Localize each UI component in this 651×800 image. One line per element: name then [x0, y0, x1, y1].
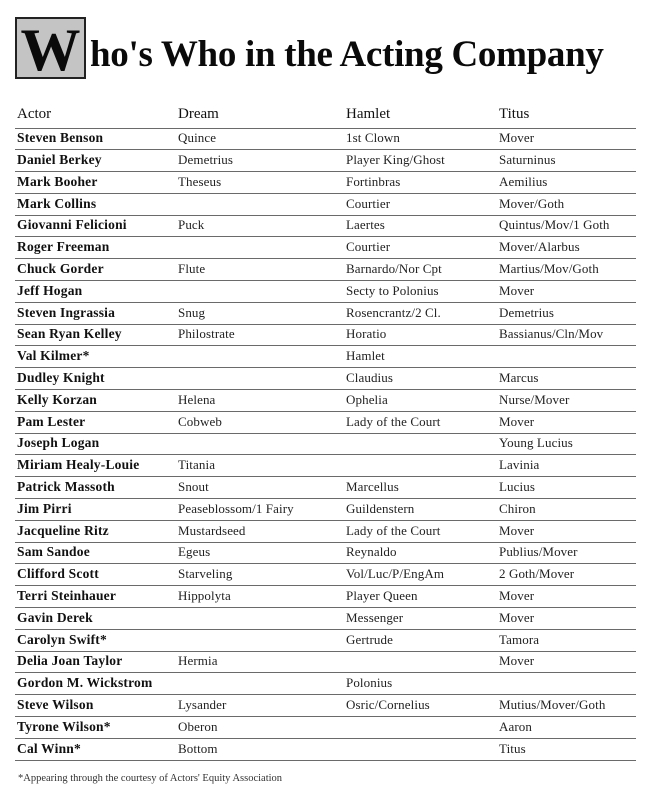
- cell-actor: Jeff Hogan: [17, 282, 83, 298]
- table-row: [15, 412, 636, 434]
- table-row: [15, 172, 636, 194]
- table-row: [15, 281, 636, 303]
- cell-actor: Giovanni Felicioni: [17, 217, 127, 233]
- cell-titus: Demetrius: [499, 304, 555, 320]
- table-header: [15, 99, 636, 129]
- cell-dream: Quince: [178, 130, 217, 146]
- cell-titus: Mover: [499, 609, 535, 625]
- cell-titus: Titus: [499, 740, 526, 756]
- cell-dream: Bottom: [178, 740, 218, 756]
- cell-actor: Clifford Scott: [17, 566, 99, 582]
- table-row: [15, 368, 636, 390]
- table-row: [15, 564, 636, 586]
- table-row: [15, 434, 636, 456]
- cell-titus: Bassianus/Cln/Mov: [499, 326, 604, 342]
- cell-titus: Chiron: [499, 500, 536, 516]
- cell-actor: Steve Wilson: [17, 697, 94, 713]
- cell-titus: Nurse/Mover: [499, 391, 570, 407]
- page-title: [15, 15, 604, 83]
- cell-actor: Roger Freeman: [17, 239, 110, 255]
- cell-actor: Joseph Logan: [17, 435, 100, 451]
- cell-actor: Dudley Knight: [17, 370, 105, 386]
- cell-actor: Patrick Massoth: [17, 479, 115, 495]
- table-row: [15, 673, 636, 695]
- cell-actor: Steven Ingrassia: [17, 304, 116, 320]
- cell-actor: Sam Sandoe: [17, 544, 90, 560]
- cell-titus: Mover: [499, 282, 535, 298]
- cell-hamlet: Gertrude: [346, 631, 393, 647]
- cell-hamlet: Player Queen: [346, 588, 418, 604]
- cell-hamlet: Marcellus: [346, 479, 399, 495]
- cell-dream: Hippolyta: [178, 588, 231, 604]
- cell-titus: Quintus/Mov/1 Goth: [499, 217, 610, 233]
- table-row: [15, 259, 636, 281]
- cell-titus: Martius/Mov/Goth: [499, 261, 599, 277]
- table-row: [15, 521, 636, 543]
- cell-actor: Miriam Healy-Louie: [17, 457, 140, 473]
- cell-actor: Pam Lester: [17, 413, 86, 429]
- cell-dream: Titania: [178, 457, 216, 473]
- cell-titus: Mover: [499, 130, 535, 146]
- cell-dream: Snout: [178, 479, 209, 495]
- cell-actor: Terri Steinhauer: [17, 588, 117, 604]
- cell-hamlet: Messenger: [346, 609, 404, 625]
- cell-titus: Aaron: [499, 718, 532, 734]
- cell-hamlet: 1st Clown: [346, 130, 400, 146]
- cell-titus: Mutius/Mover/Goth: [499, 697, 606, 713]
- cell-titus: Mover: [499, 413, 535, 429]
- header-hamlet: Hamlet: [346, 105, 391, 122]
- table-row: [15, 630, 636, 652]
- cell-titus: Young Lucius: [499, 435, 573, 451]
- cell-hamlet: Ophelia: [346, 391, 388, 407]
- cell-dream: Demetrius: [178, 152, 234, 168]
- cell-dream: Mustardseed: [178, 522, 246, 538]
- cell-dream: Theseus: [178, 173, 222, 189]
- table-row: [15, 390, 636, 412]
- cell-hamlet: Barnardo/Nor Cpt: [346, 261, 442, 277]
- cell-titus: Saturninus: [499, 152, 556, 168]
- cell-actor: Kelly Korzan: [17, 391, 98, 407]
- title-text: ho's Who in the Acting Company: [90, 34, 604, 75]
- cell-dream: Hermia: [178, 653, 218, 669]
- cell-titus: Mover/Goth: [499, 195, 565, 211]
- cell-actor: Chuck Gorder: [17, 261, 104, 277]
- cell-dream: Puck: [178, 217, 205, 233]
- cell-titus: Marcus: [499, 370, 539, 386]
- cell-hamlet: Reynaldo: [346, 544, 397, 560]
- table-row: [15, 499, 636, 521]
- cell-titus: Lucius: [499, 479, 535, 495]
- cell-actor: Mark Booher: [17, 173, 98, 189]
- cell-dream: Oberon: [178, 718, 218, 734]
- cell-actor: Steven Benson: [17, 130, 104, 146]
- cell-titus: Aemilius: [499, 173, 548, 189]
- table-row: [15, 739, 636, 761]
- cell-actor: Cal Winn*: [17, 740, 81, 756]
- header-actor: Actor: [17, 105, 52, 122]
- cell-hamlet: Claudius: [346, 370, 394, 386]
- cell-hamlet: Polonius: [346, 675, 393, 691]
- cell-actor: Val Kilmer*: [17, 348, 90, 364]
- table-row: [15, 608, 636, 630]
- cell-hamlet: Rosencrantz/2 Cl.: [346, 304, 441, 320]
- cell-actor: Delia Joan Taylor: [17, 653, 123, 669]
- table-row: [15, 543, 636, 565]
- drop-cap: W: [15, 17, 86, 79]
- table-row: [15, 325, 636, 347]
- cell-hamlet: Horatio: [346, 326, 387, 342]
- cell-titus: Publius/Mover: [499, 544, 578, 560]
- table-row: [15, 477, 636, 499]
- cell-hamlet: Secty to Polonius: [346, 282, 439, 298]
- table-body: [15, 129, 636, 761]
- cell-actor: Gordon M. Wickstrom: [17, 675, 153, 691]
- cell-actor: Gavin Derek: [17, 609, 93, 625]
- cell-actor: Sean Ryan Kelley: [17, 326, 122, 342]
- cell-dream: Helena: [178, 391, 216, 407]
- table-row: [15, 194, 636, 216]
- cell-hamlet: Lady of the Court: [346, 522, 441, 538]
- cell-hamlet: Courtier: [346, 195, 391, 211]
- table-row: [15, 216, 636, 238]
- cell-titus: Tamora: [499, 631, 540, 647]
- header-dream: Dream: [178, 105, 219, 122]
- cell-actor: Mark Collins: [17, 195, 97, 211]
- cell-dream: Snug: [178, 304, 206, 320]
- cell-dream: Starveling: [178, 566, 233, 582]
- cell-hamlet: Osric/Cornelius: [346, 697, 430, 713]
- cell-dream: Egeus: [178, 544, 211, 560]
- table-row: [15, 303, 636, 325]
- cell-hamlet: Laertes: [346, 217, 385, 233]
- cell-hamlet: Player King/Ghost: [346, 152, 445, 168]
- cell-titus: Mover: [499, 653, 535, 669]
- cell-actor: Tyrone Wilson*: [17, 718, 111, 734]
- table-row: [15, 129, 636, 151]
- cell-dream: Peaseblossom/1 Fairy: [178, 500, 294, 516]
- cell-hamlet: Courtier: [346, 239, 391, 255]
- footnote: *Appearing through the courtesy of Actors' Equity Association: [18, 773, 283, 784]
- table-row: [15, 150, 636, 172]
- table-row: [15, 455, 636, 477]
- cell-titus: Mover: [499, 588, 535, 604]
- table-row: [15, 237, 636, 259]
- cell-titus: Mover/Alarbus: [499, 239, 580, 255]
- cell-hamlet: Fortinbras: [346, 173, 401, 189]
- cell-dream: Philostrate: [178, 326, 235, 342]
- cell-hamlet: Lady of the Court: [346, 413, 441, 429]
- header-titus: Titus: [499, 105, 530, 122]
- cell-hamlet: Vol/Luc/P/EngAm: [346, 566, 445, 582]
- table-row: [15, 717, 636, 739]
- cast-table: [15, 99, 636, 761]
- cell-hamlet: Guildenstern: [346, 500, 415, 516]
- cell-titus: Mover: [499, 522, 535, 538]
- table-row: [15, 695, 636, 717]
- cell-hamlet: Hamlet: [346, 348, 385, 364]
- cell-titus: Lavinia: [499, 457, 540, 473]
- cell-actor: Daniel Berkey: [17, 152, 102, 168]
- table-row: [15, 346, 636, 368]
- cell-actor: Carolyn Swift*: [17, 631, 107, 647]
- table-row: [15, 586, 636, 608]
- cell-dream: Cobweb: [178, 413, 222, 429]
- table-row: [15, 652, 636, 674]
- cell-actor: Jacqueline Ritz: [17, 522, 109, 538]
- cell-dream: Lysander: [178, 697, 227, 713]
- cell-dream: Flute: [178, 261, 206, 277]
- cell-titus: 2 Goth/Mover: [499, 566, 575, 582]
- cell-actor: Jim Pirri: [17, 500, 72, 516]
